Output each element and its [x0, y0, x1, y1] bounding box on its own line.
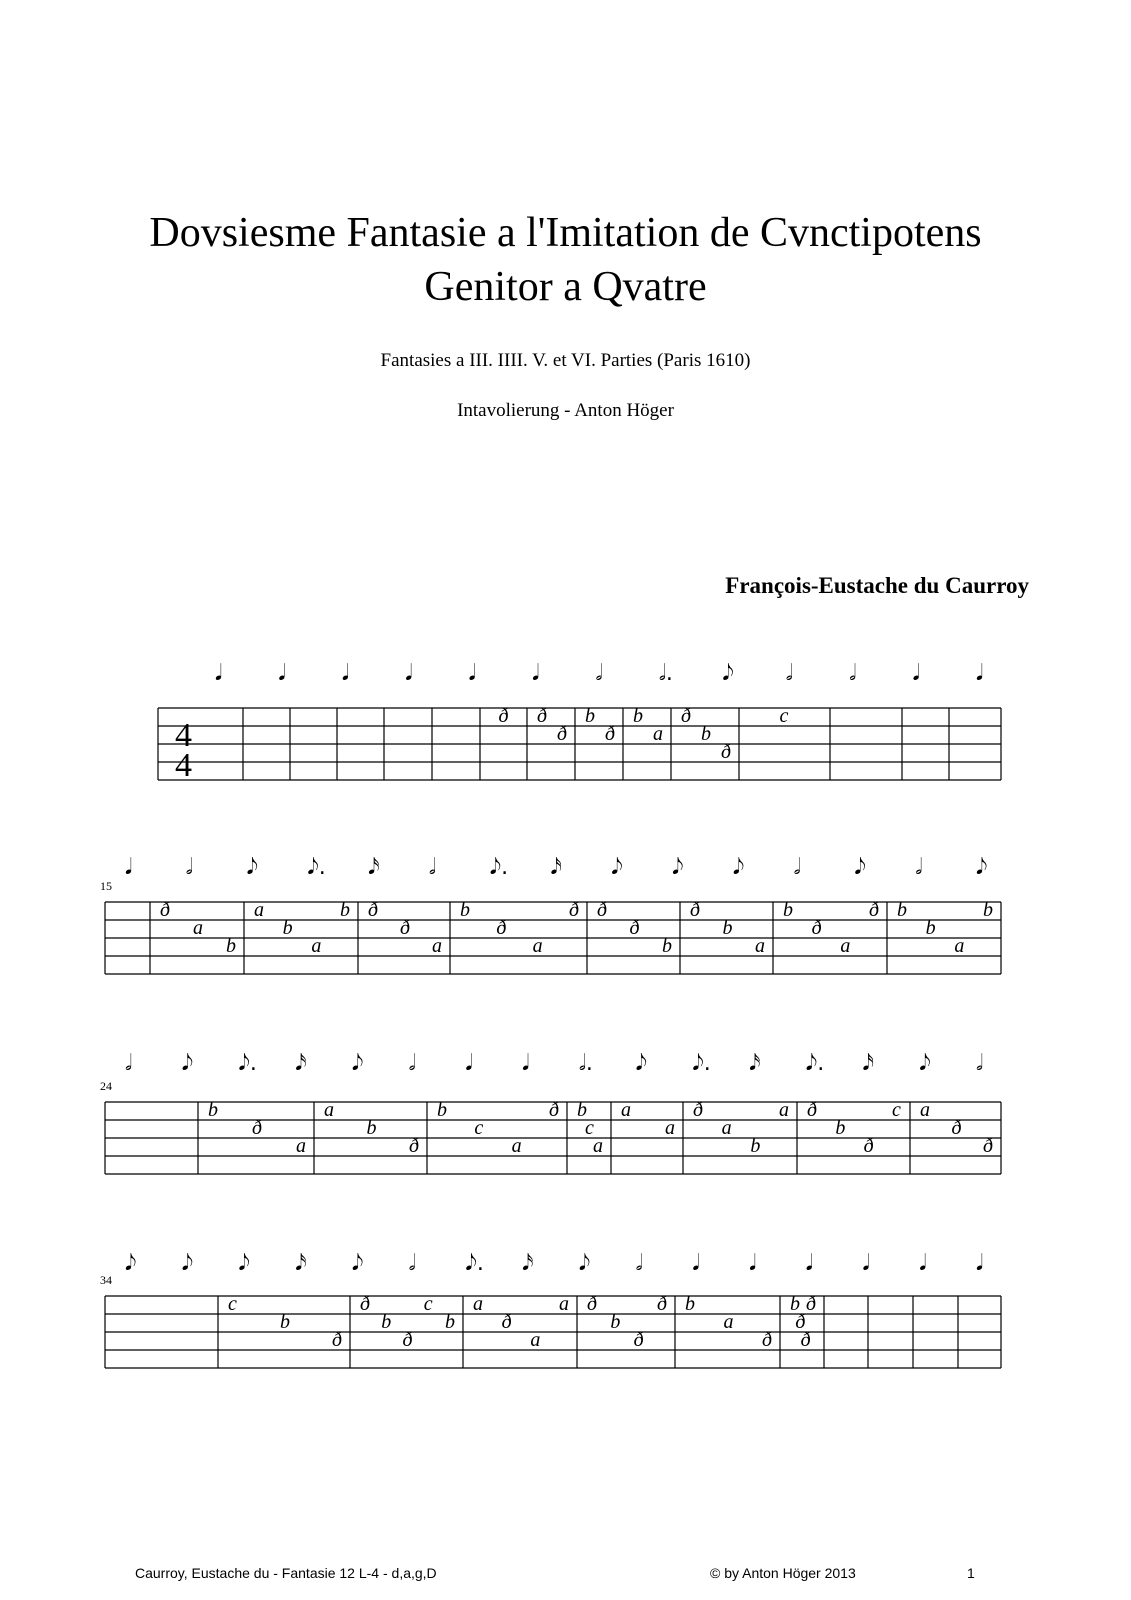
rhythm-flag: 𝅘𝅥𝅮.	[489, 855, 509, 880]
rhythm-flag: 𝅘𝅥𝅮	[611, 855, 623, 880]
tablature-system-1	[158, 661, 1001, 784]
tab-letter: b	[208, 1099, 218, 1121]
tab-letter: ð	[409, 1135, 419, 1157]
rhythm-flag: 𝅘𝅥𝅮	[181, 1251, 194, 1276]
footer-page-number: 1	[967, 1565, 975, 1581]
tab-letter: a	[473, 1293, 483, 1315]
tab-letter: b	[282, 917, 293, 939]
tab-letter: ð	[690, 899, 700, 921]
rhythm-flag: 𝅘𝅥	[912, 661, 920, 686]
tab-letter: ð	[597, 899, 607, 921]
tab-letter: ð	[402, 1329, 413, 1351]
tab-letter: b	[460, 899, 470, 921]
tab-letter: b	[701, 723, 711, 745]
rhythm-flag: 𝅗𝅥	[793, 855, 801, 880]
rhythm-flag: 𝅘𝅥	[522, 1051, 530, 1076]
tab-letter: ð	[496, 917, 507, 939]
tab-letter: ð	[557, 723, 567, 745]
rhythm-flag: 𝅗𝅥.	[658, 661, 673, 686]
rhythm-flag: 𝅗𝅥	[185, 855, 193, 880]
rhythm-flag: 𝅘𝅥	[341, 661, 349, 686]
tab-letter: ð	[629, 917, 640, 939]
tab-letter: ð	[498, 705, 509, 727]
tab-letter: ð	[569, 899, 579, 921]
tab-letter: ð	[657, 1293, 667, 1315]
rhythm-flag: 𝅘𝅥𝅯	[295, 1251, 307, 1276]
rhythm-flag: 𝅘𝅥	[125, 855, 132, 880]
tab-letter: ð	[633, 1329, 644, 1351]
tab-letter: a	[755, 935, 765, 957]
rhythm-flag: 𝅘𝅥𝅮	[732, 855, 745, 880]
tab-letter: b	[722, 917, 733, 939]
tab-letter: a	[593, 1135, 603, 1157]
rhythm-flag: 𝅘𝅥𝅮	[238, 1251, 250, 1276]
rhythm-flag: 𝅘𝅥𝅮	[351, 1251, 364, 1276]
tab-letter: a	[920, 1099, 930, 1121]
measure-number: 15	[100, 879, 112, 893]
rhythm-flag: 𝅘𝅥	[405, 661, 413, 686]
tab-letter: b	[366, 1117, 377, 1139]
tab-letter: ð	[252, 1117, 262, 1139]
rhythm-flag: 𝅘𝅥	[465, 1051, 473, 1076]
composer-name: François-Eustache du Caurroy	[725, 573, 1029, 598]
rhythm-flag: 𝅘𝅥𝅮	[722, 661, 734, 686]
rhythm-flag: 𝅘𝅥𝅮.	[465, 1251, 484, 1276]
rhythm-flag: 𝅘𝅥𝅮	[181, 1051, 194, 1076]
tab-letter: ð	[537, 705, 547, 727]
tab-letter: a	[723, 1311, 734, 1333]
tab-letter: a	[511, 1135, 522, 1157]
tab-letter: ð	[811, 917, 822, 939]
rhythm-flag: 𝅗𝅥	[849, 661, 857, 686]
tab-letter: a	[779, 1099, 789, 1121]
rhythm-flag: 𝅘𝅥𝅯	[749, 1051, 761, 1076]
rhythm-flag: 𝅘𝅥	[468, 661, 476, 686]
rhythm-flag: 𝅗𝅥.	[578, 1051, 593, 1076]
tab-letter: b	[790, 1293, 800, 1315]
tab-letter: a	[665, 1117, 675, 1139]
rhythm-flag: 𝅗𝅥	[785, 661, 793, 686]
rhythm-flag: 𝅘𝅥𝅮	[578, 1251, 591, 1276]
rhythm-flag: 𝅘𝅥𝅮.	[692, 1051, 711, 1076]
rhythm-flag: 𝅗𝅥	[428, 855, 436, 880]
rhythm-flag: 𝅘𝅥𝅮	[635, 1051, 648, 1076]
tab-letter: ð	[549, 1099, 559, 1121]
rhythm-flag: 𝅘𝅥𝅮.	[307, 855, 326, 880]
tab-letter: a	[324, 1099, 334, 1121]
tab-letter: a	[954, 935, 965, 957]
tab-letter: c	[474, 1117, 484, 1139]
rhythm-flag: 𝅘𝅥	[862, 1251, 870, 1276]
tab-letter: c	[585, 1117, 594, 1139]
rhythm-flag: 𝅗𝅥	[408, 1251, 416, 1276]
tablature-system-4	[100, 1251, 1001, 1368]
tab-letter: ð	[869, 899, 879, 921]
rhythm-flag: 𝅘𝅥𝅮	[125, 1251, 137, 1276]
tab-letter: ð	[795, 1311, 806, 1333]
title-line-1: Dovsiesme Fantasie a l'Imitation de Cvnctipotens	[149, 210, 982, 256]
rhythm-flag: 𝅘𝅥𝅮.	[238, 1051, 257, 1076]
tab-letter: b	[662, 935, 672, 957]
tab-letter: ð	[332, 1329, 342, 1351]
tab-letter: b	[750, 1135, 761, 1157]
rhythm-flag: 𝅗𝅥	[915, 855, 923, 880]
rhythm-flag: 𝅘𝅥	[215, 661, 222, 686]
tab-letter: ð	[693, 1099, 703, 1121]
tab-letter: a	[530, 1329, 541, 1351]
tab-letter: ð	[681, 705, 691, 727]
rhythm-flag: 𝅘𝅥𝅮	[246, 855, 259, 880]
rhythm-flag: 𝅘𝅥𝅮	[976, 855, 988, 880]
rhythm-flag: 𝅘𝅥𝅯	[295, 1051, 307, 1076]
tab-letter: c	[423, 1293, 433, 1315]
rhythm-flag: 𝅗𝅥	[976, 1051, 983, 1076]
arranger-credit: Intavolierung - Anton Höger	[457, 400, 674, 421]
rhythm-flag: 𝅘𝅥	[532, 661, 540, 686]
tab-letter: b	[585, 705, 595, 727]
tab-letter: b	[685, 1293, 695, 1315]
tab-letter: ð	[400, 917, 410, 939]
rhythm-flag: 𝅘𝅥𝅯	[522, 1251, 534, 1276]
tab-letter: ð	[587, 1293, 597, 1315]
tab-letter: ð	[605, 723, 615, 745]
rhythm-flag: 𝅘𝅥	[692, 1251, 700, 1276]
tab-letter: b	[610, 1311, 621, 1333]
tab-letter: c	[892, 1099, 901, 1121]
subtitle: Fantasies a III. IIII. V. et VI. Parties (Paris 1610)	[380, 350, 751, 371]
tab-letter: b	[633, 705, 643, 727]
tab-letter: c	[228, 1293, 237, 1315]
time-signature-bottom: 4	[175, 747, 192, 784]
rhythm-flag: 𝅘𝅥	[278, 661, 286, 686]
tab-letter: ð	[983, 1135, 993, 1157]
tab-letter: a	[296, 1135, 306, 1157]
rhythm-flag: 𝅘𝅥	[976, 1251, 983, 1276]
tab-letter: a	[621, 1099, 631, 1121]
tab-letter: b	[983, 899, 993, 921]
rhythm-flag: 𝅗𝅥	[595, 661, 603, 686]
tab-letter: b	[783, 899, 793, 921]
tab-letter: c	[779, 705, 789, 727]
rhythm-flag: 𝅘𝅥𝅯	[862, 1051, 874, 1076]
tab-letter: ð	[360, 1293, 370, 1315]
tab-letter: a	[193, 917, 203, 939]
tablature-system-3	[100, 1051, 1001, 1174]
rhythm-flag: 𝅘𝅥𝅮	[854, 855, 866, 880]
rhythm-flag: 𝅘𝅥𝅮	[351, 1051, 364, 1076]
rhythm-flag: 𝅘𝅥	[749, 1251, 757, 1276]
tab-letter: ð	[501, 1311, 512, 1333]
measure-number: 34	[100, 1273, 112, 1287]
rhythm-flag: 𝅘𝅥𝅮.	[805, 1051, 825, 1076]
tab-letter: ð	[160, 899, 170, 921]
footer-piece-info: Caurroy, Eustache du - Fantasie 12 L-4 - d,a,g,D	[135, 1565, 437, 1581]
rhythm-flag: 𝅘𝅥	[919, 1251, 927, 1276]
tab-letter: ð	[721, 741, 731, 763]
rhythm-flag: 𝅘𝅥𝅯	[368, 855, 380, 880]
tab-letter: ð	[806, 1293, 816, 1315]
tab-letter: ð	[863, 1135, 874, 1157]
time-signature-top: 4	[175, 717, 192, 754]
tab-letter: a	[653, 723, 663, 745]
tab-letter: b	[577, 1099, 587, 1121]
rhythm-flag: 𝅗𝅥	[125, 1051, 132, 1076]
rhythm-flag: 𝅘𝅥𝅯	[550, 855, 562, 880]
title-line-2: Genitor a Qvatre	[424, 264, 707, 310]
tab-letter: b	[897, 899, 907, 921]
tab-letter: a	[532, 935, 543, 957]
tab-letter: b	[381, 1311, 392, 1333]
tab-letter: b	[340, 899, 350, 921]
footer-copyright: © by Anton Höger 2013	[710, 1565, 856, 1581]
rhythm-flag: 𝅘𝅥	[976, 661, 983, 686]
tab-letter: b	[226, 935, 236, 957]
tab-letter: b	[835, 1117, 846, 1139]
tab-letter: b	[437, 1099, 447, 1121]
rhythm-flag: 𝅗𝅥	[408, 1051, 416, 1076]
tablature-system-2	[100, 855, 1001, 974]
tab-letter: b	[925, 917, 936, 939]
rhythm-flag: 𝅘𝅥𝅮	[919, 1051, 931, 1076]
tab-letter: a	[254, 899, 264, 921]
tab-letter: a	[840, 935, 851, 957]
tab-letter: ð	[368, 899, 378, 921]
tab-letter: a	[559, 1293, 569, 1315]
tab-letter: a	[432, 935, 442, 957]
tab-letter: ð	[800, 1329, 811, 1351]
tab-letter: b	[445, 1311, 455, 1333]
tab-letter: ð	[762, 1329, 772, 1351]
tab-letter: a	[311, 935, 322, 957]
rhythm-flag: 𝅘𝅥𝅮	[672, 855, 684, 880]
tab-letter: ð	[807, 1099, 817, 1121]
tab-letter: b	[280, 1311, 290, 1333]
tab-letter: ð	[951, 1117, 962, 1139]
rhythm-flag: 𝅘𝅥	[805, 1251, 813, 1276]
rhythm-flag: 𝅗𝅥	[635, 1251, 643, 1276]
tab-letter: a	[721, 1117, 732, 1139]
measure-number: 24	[100, 1079, 112, 1093]
